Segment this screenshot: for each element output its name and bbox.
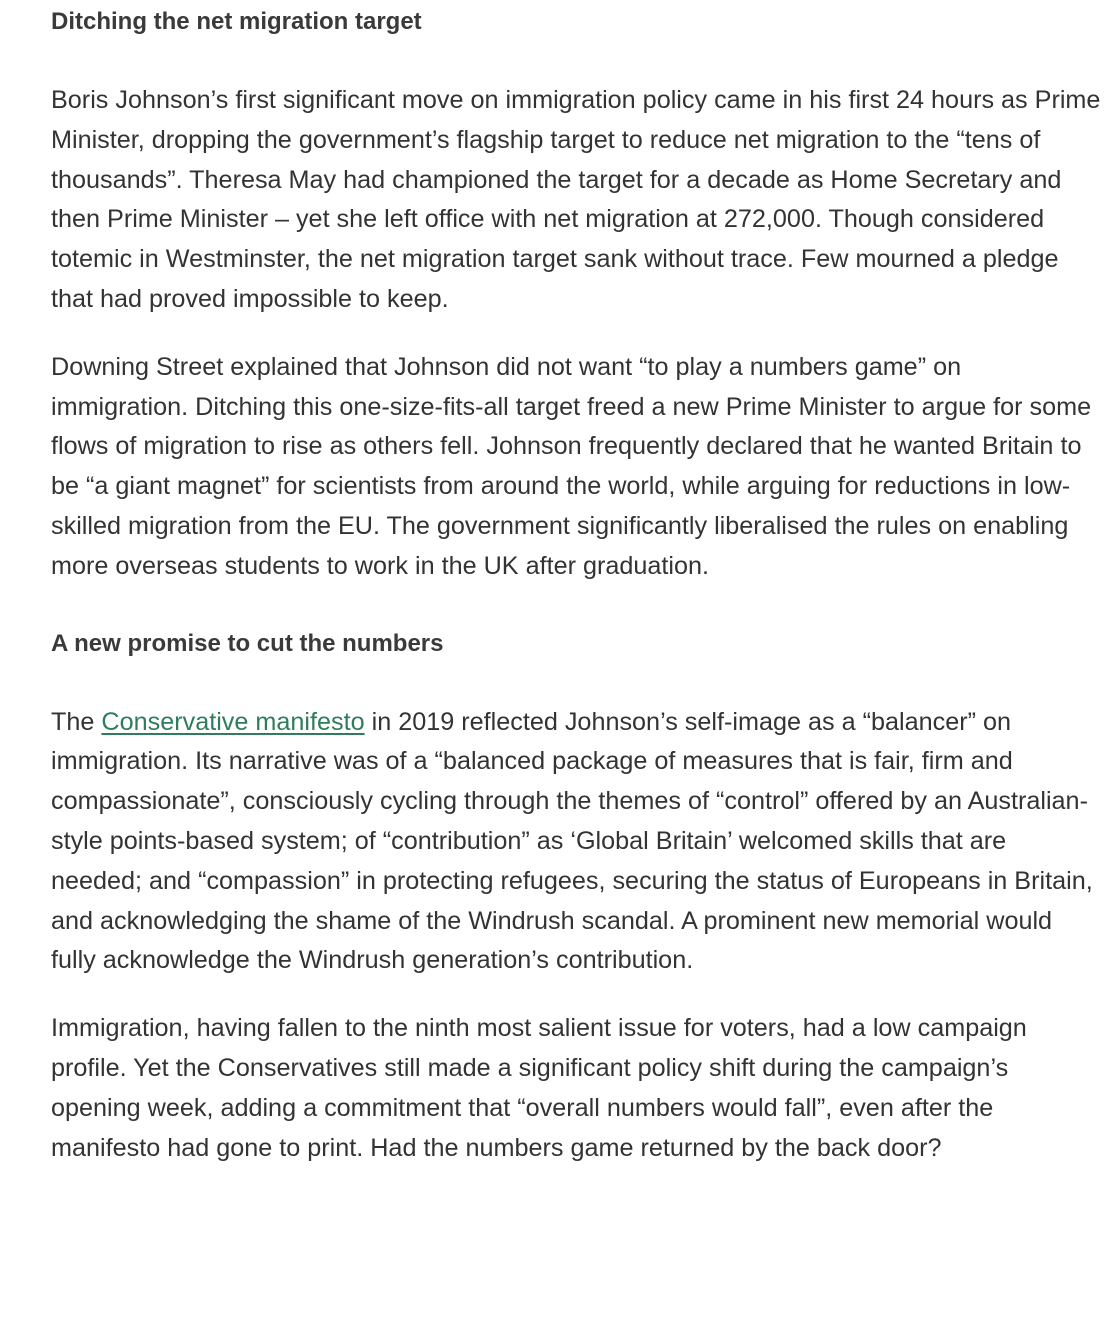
conservative-manifesto-link[interactable]: Conservative manifesto <box>101 707 365 736</box>
paragraph-manifesto-lead: The <box>51 707 102 736</box>
paragraph-dropping-target: Boris Johnson’s first significant move on immigration policy came in his first 24 hours as Prime Minister, dropping the government’s flagship target to reduce net migration to the “tens of thousands”. Theresa May had championed the target for a decade as Home Secretary and then Prime Minister – yet she left office with net migration at 272,000. Though considered totemic in Westminster, the net migration target sank without trace. Few mourned a pledge that had proved impossible to keep. <box>51 86 1101 313</box>
paragraph-manifesto <box>51 703 1101 982</box>
paragraph-campaign-profile: Immigration, having fallen to the ninth most salient issue for voters, had a low campaign profile. Yet the Conservatives still made a significant policy shift during the campaign’s opening week, adding a commitment that “overall numbers would fall”, even after the manifesto had gone to print. Had the numbers game returned by the back door? <box>51 1014 1027 1162</box>
paragraph-numbers-game: Downing Street explained that Johnson did not want “to play a numbers game” on immigration. Ditching this one-size-fits-all target freed a new Prime Minister to argue for some flows of migration to rise as others fell. Johnson frequently declared that he wanted Britain to be “a giant magnet” for scientists from around the world, while arguing for reductions in low-skilled migration from the EU. The government significantly liberalised the rules on enabling more overseas students to work in the UK after graduation. <box>51 352 1092 580</box>
section-heading-net-migration: Ditching the net migration target <box>51 8 422 35</box>
article-body <box>51 0 1101 1168</box>
section-heading-new-promise: A new promise to cut the numbers <box>51 629 444 657</box>
paragraph-manifesto-rest: in 2019 reflected Johnson’s self-image as a “balancer” on immigration. Its narrative was of a “balanced package of measures that is fair, firm and compassionate”, consciously cycling through the themes of “control” offered by an Australian-style points-based system; of “contribution” as ‘Global Britain’ welcomed skills that are needed; and “compassion” in protecting refugees, securing the status of Europeans in Britain, and acknowledging the shame of the Windrush scandal. A prominent new memorial would fully acknowledge the Windrush generation’s contribution. <box>51 707 1093 975</box>
